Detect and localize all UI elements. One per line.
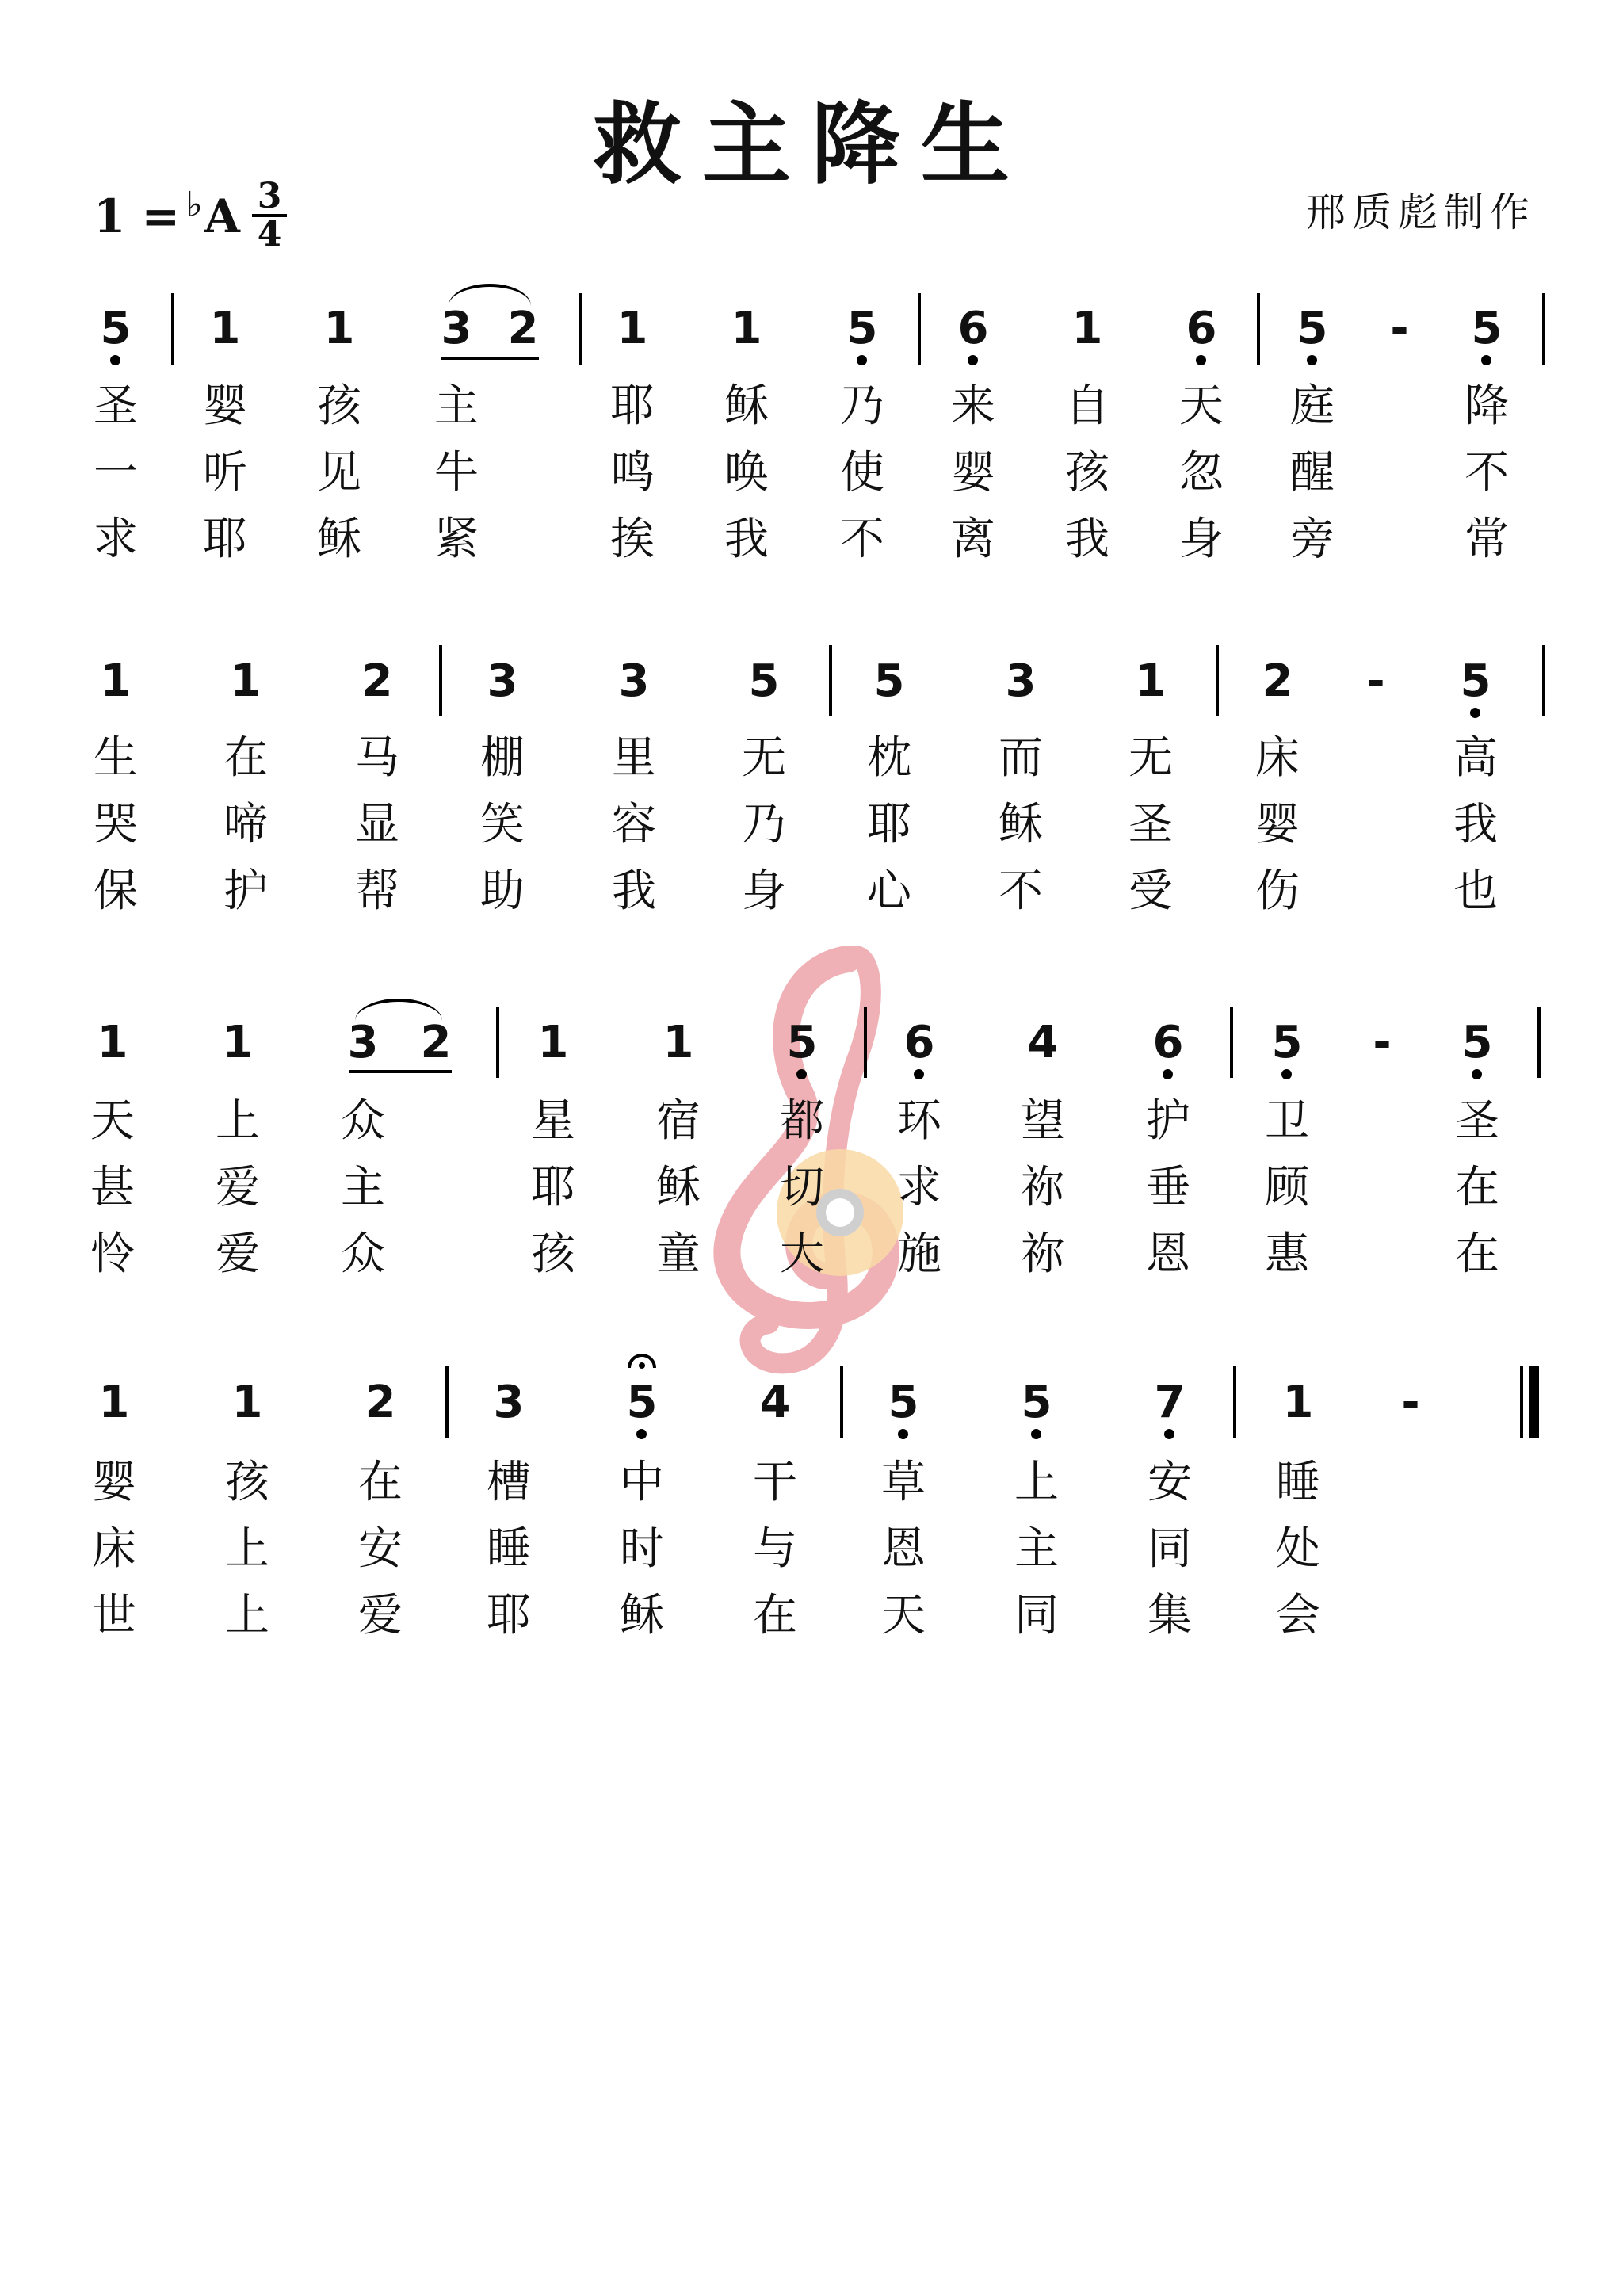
- note: 1: [617, 303, 648, 354]
- note: 3: [347, 1017, 379, 1068]
- lyric: 稣: [317, 514, 361, 565]
- note: 2: [420, 1017, 452, 1068]
- lyric: 不: [1465, 447, 1509, 499]
- note: 4: [1027, 1017, 1059, 1068]
- lyric: 不: [840, 514, 884, 565]
- lyric: 集: [1148, 1590, 1192, 1641]
- note: 4: [759, 1377, 791, 1428]
- lyric: 求: [897, 1162, 941, 1213]
- lyric: 主: [1014, 1523, 1059, 1575]
- note: 5: [872, 1377, 935, 1428]
- tie: [355, 999, 442, 1021]
- lyric: 婴: [1255, 799, 1300, 850]
- low-octave-dot: [1163, 1069, 1173, 1079]
- lyric: 身: [1179, 514, 1224, 565]
- note: 2: [361, 655, 393, 707]
- lyric: 身: [742, 865, 786, 917]
- low-octave-dot: [914, 1069, 924, 1079]
- lyric: 乃: [742, 799, 786, 850]
- note: 1: [1071, 303, 1103, 354]
- lyric: 受: [1128, 865, 1173, 917]
- lyric: 枕: [867, 732, 911, 784]
- lyric: 恩: [881, 1523, 926, 1575]
- lyric: 惠: [1265, 1228, 1309, 1280]
- barline: [1542, 293, 1545, 365]
- lyric: 世: [92, 1590, 136, 1641]
- lyric: 鸣: [610, 447, 655, 499]
- note: 1: [230, 655, 262, 707]
- lyric: 中: [620, 1457, 664, 1508]
- lyric: 帮: [355, 865, 399, 917]
- barline: [1542, 645, 1545, 716]
- lyric: 上: [1014, 1457, 1059, 1508]
- lyric: 紧: [434, 514, 479, 565]
- lyric: 大: [780, 1228, 824, 1280]
- lyric: 怜: [90, 1228, 135, 1280]
- lyric: 心: [867, 865, 911, 917]
- lyric: 圣: [1455, 1095, 1499, 1147]
- dash: -: [1390, 303, 1409, 354]
- dash: -: [1373, 1017, 1392, 1068]
- barline: [840, 1366, 843, 1438]
- note: 7: [1138, 1377, 1201, 1428]
- tie: [449, 284, 531, 306]
- lyric: 上: [225, 1590, 269, 1641]
- dash: -: [1401, 1377, 1420, 1428]
- lyric: 草: [881, 1457, 926, 1508]
- note: 3: [1005, 655, 1037, 707]
- lyric: 我: [1065, 514, 1109, 565]
- lyric: 在: [358, 1457, 403, 1508]
- lyric: 马: [355, 732, 399, 784]
- lyric: 甚: [90, 1162, 135, 1213]
- lyric: 圣: [94, 380, 138, 432]
- lyric: 笑: [480, 799, 525, 850]
- barline: [1233, 1366, 1236, 1438]
- note: 5: [1255, 1018, 1319, 1068]
- lyric: 爱: [216, 1228, 260, 1280]
- barline: [1257, 293, 1260, 365]
- lyric: 安: [358, 1523, 403, 1575]
- lyric: 都: [780, 1095, 824, 1147]
- lyric: 使: [840, 447, 884, 499]
- beam: [441, 357, 539, 360]
- barline: [439, 645, 442, 716]
- time-signature: [252, 176, 287, 254]
- lyric: 耶: [203, 514, 247, 565]
- lyric: 时: [620, 1523, 664, 1575]
- lyric: 婴: [203, 380, 247, 432]
- barline: [864, 1007, 867, 1078]
- lyric: 醒: [1290, 447, 1335, 499]
- dash: -: [1366, 655, 1385, 707]
- note: 1: [209, 303, 241, 354]
- lyric: 庭: [1290, 380, 1335, 432]
- final-barline-thick: [1529, 1366, 1539, 1438]
- low-octave-dot: [857, 355, 867, 365]
- lyric: 爱: [358, 1590, 403, 1641]
- lyric: 天: [1179, 380, 1224, 432]
- lyric: 望: [1021, 1095, 1065, 1147]
- treble-clef-disc-icon: [697, 935, 951, 1379]
- lyric: 不: [999, 865, 1043, 917]
- lyric: 天: [90, 1095, 135, 1147]
- low-octave-dot: [110, 355, 120, 365]
- low-octave-dot: [1470, 708, 1480, 718]
- note: 2: [1262, 655, 1293, 707]
- lyric: 睡: [1276, 1457, 1320, 1508]
- low-octave-dot: [1481, 355, 1491, 365]
- lyric: 降: [1465, 380, 1509, 432]
- flat-sign: ♭: [186, 185, 203, 225]
- note: 1: [731, 303, 762, 354]
- note: 6: [941, 304, 1005, 354]
- low-octave-dot: [1031, 1429, 1041, 1439]
- lyric: 会: [1276, 1590, 1320, 1641]
- lyric: 护: [1146, 1095, 1190, 1147]
- lyric: 我: [1453, 799, 1498, 850]
- lyric: 在: [1455, 1228, 1499, 1280]
- lyric: 一: [94, 447, 138, 499]
- lyric: 在: [1455, 1162, 1499, 1213]
- lyric: 我: [612, 865, 656, 917]
- note: 6: [1170, 304, 1233, 354]
- lyric: 祢: [1021, 1228, 1065, 1280]
- lyric: 星: [531, 1095, 575, 1147]
- lyric: 来: [951, 380, 995, 432]
- lyric: 爱: [216, 1162, 260, 1213]
- note: 5: [873, 655, 905, 707]
- lyric: 孩: [1065, 447, 1109, 499]
- lyric: 而: [999, 732, 1043, 784]
- note: 2: [507, 303, 539, 354]
- note: 1: [537, 1017, 569, 1068]
- lyric: 容: [612, 799, 656, 850]
- lyric: 忽: [1179, 447, 1224, 499]
- lyric: 施: [897, 1228, 941, 1280]
- low-octave-dot: [898, 1429, 908, 1439]
- note: 1: [97, 1017, 128, 1068]
- note: 5: [1281, 304, 1344, 354]
- final-barline-thin: [1520, 1366, 1523, 1438]
- note: 1: [663, 1017, 694, 1068]
- barline: [171, 293, 174, 365]
- lyric: 牛: [434, 447, 479, 499]
- note: 3: [493, 1377, 525, 1428]
- low-octave-dot: [1164, 1429, 1174, 1439]
- lyric: 助: [480, 865, 525, 917]
- lyric: 常: [1465, 514, 1509, 565]
- lyric: 在: [753, 1590, 797, 1641]
- barline: [1537, 1007, 1541, 1078]
- note: 3: [487, 655, 518, 707]
- note: 5: [1445, 1018, 1509, 1068]
- note: 3: [441, 303, 472, 354]
- lyric: 保: [94, 865, 138, 917]
- lyric: 见: [317, 447, 361, 499]
- fermata-icon: [626, 1350, 658, 1370]
- key-prefix: 1 =: [94, 189, 181, 243]
- lyric: 卫: [1265, 1095, 1309, 1147]
- note: 5: [831, 304, 894, 354]
- note: 5: [610, 1377, 674, 1428]
- lyric: 顾: [1265, 1162, 1309, 1213]
- note: 5: [84, 304, 147, 354]
- lyric: 婴: [951, 447, 995, 499]
- lyric: 婴: [92, 1457, 136, 1508]
- lyric: 祢: [1021, 1162, 1065, 1213]
- lyric: 也: [1453, 865, 1498, 917]
- low-octave-dot: [1281, 1069, 1292, 1079]
- note: 1: [100, 655, 132, 707]
- lyric: 稣: [656, 1162, 701, 1213]
- note: 1: [1135, 655, 1167, 707]
- barline: [918, 293, 921, 365]
- note: 1: [231, 1377, 263, 1428]
- low-octave-dot: [1307, 355, 1317, 365]
- note: 1: [323, 303, 355, 354]
- barline: [829, 645, 832, 716]
- lyric: 环: [897, 1095, 941, 1147]
- low-octave-dot: [1472, 1069, 1482, 1079]
- lyric: 生: [94, 732, 138, 784]
- lyric: 上: [225, 1523, 269, 1575]
- barline: [496, 1007, 499, 1078]
- lyric: 孩: [531, 1228, 575, 1280]
- lyric: 天: [881, 1590, 926, 1641]
- lyric: 睡: [487, 1523, 531, 1575]
- barline: [579, 293, 582, 365]
- beam: [349, 1070, 452, 1073]
- lyric: 童: [656, 1228, 701, 1280]
- lyric: 圣: [1128, 799, 1173, 850]
- lyric: 稣: [999, 799, 1043, 850]
- note: 6: [1136, 1018, 1200, 1068]
- lyric: 离: [951, 514, 995, 565]
- lyric: 哭: [94, 799, 138, 850]
- note: 2: [365, 1377, 396, 1428]
- lyric: 求: [94, 514, 138, 565]
- lyric: 乃: [840, 380, 884, 432]
- note: 3: [618, 655, 650, 707]
- lyric: 槽: [487, 1457, 531, 1508]
- lyric: 宿: [656, 1095, 701, 1147]
- lyric: 孩: [317, 380, 361, 432]
- lyric: 处: [1276, 1523, 1320, 1575]
- lyric: 稣: [724, 380, 769, 432]
- low-octave-dot: [1196, 355, 1206, 365]
- lyric: 听: [203, 447, 247, 499]
- lyric: 无: [742, 732, 786, 784]
- lyric: 伤: [1255, 865, 1300, 917]
- lyric: 啼: [223, 799, 268, 850]
- note: 6: [888, 1018, 951, 1068]
- key-signature: [94, 185, 240, 249]
- note: 1: [1282, 1377, 1314, 1428]
- lyric: 床: [92, 1523, 136, 1575]
- note: 1: [222, 1017, 254, 1068]
- lyric: 众: [341, 1228, 385, 1280]
- lyric: 显: [355, 799, 399, 850]
- lyric: 众: [341, 1095, 385, 1147]
- lyric: 高: [1453, 732, 1498, 784]
- song-title: 救主降生: [593, 94, 1030, 197]
- lyric: 主: [341, 1162, 385, 1213]
- author-credit: 邢质彪制作: [1306, 189, 1536, 235]
- note: 5: [1444, 656, 1507, 707]
- lyric: 同: [1148, 1523, 1192, 1575]
- low-octave-dot: [796, 1069, 807, 1079]
- note: 5: [1455, 304, 1518, 354]
- lyric: 垂: [1146, 1162, 1190, 1213]
- lyric: 稣: [620, 1590, 664, 1641]
- lyric: 唤: [724, 447, 769, 499]
- lyric: 棚: [480, 732, 525, 784]
- time-signature-bottom: 4: [252, 214, 287, 252]
- lyric: 旁: [1290, 514, 1335, 565]
- lyric: 上: [216, 1095, 260, 1147]
- key-letter: A: [204, 189, 240, 243]
- lyric: 恩: [1146, 1228, 1190, 1280]
- lyric: 孩: [225, 1457, 269, 1508]
- lyric: 同: [1014, 1590, 1059, 1641]
- lyric: 安: [1148, 1457, 1192, 1508]
- lyric: 护: [223, 865, 268, 917]
- lyric: 在: [223, 732, 268, 784]
- lyric: 切: [780, 1162, 824, 1213]
- time-signature-top: 3: [257, 176, 282, 216]
- lyric: 自: [1065, 380, 1109, 432]
- lyric: 干: [753, 1457, 797, 1508]
- lyric: 耶: [610, 380, 655, 432]
- low-octave-dot: [968, 355, 978, 365]
- note: 5: [770, 1018, 834, 1068]
- note: 5: [1005, 1377, 1068, 1428]
- lyric: 挨: [610, 514, 655, 565]
- lyric: 耶: [531, 1162, 575, 1213]
- barline: [1216, 645, 1219, 716]
- low-octave-dot: [636, 1429, 647, 1439]
- lyric: 无: [1128, 732, 1173, 784]
- note: 1: [98, 1377, 130, 1428]
- lyric: 主: [434, 380, 479, 432]
- lyric: 我: [724, 514, 769, 565]
- lyric: 耶: [867, 799, 911, 850]
- lyric: 与: [753, 1523, 797, 1575]
- lyric: 耶: [487, 1590, 531, 1641]
- note: 5: [748, 655, 780, 707]
- barline: [445, 1366, 449, 1438]
- lyric: 床: [1255, 732, 1300, 784]
- lyric: 里: [612, 732, 656, 784]
- barline: [1230, 1007, 1233, 1078]
